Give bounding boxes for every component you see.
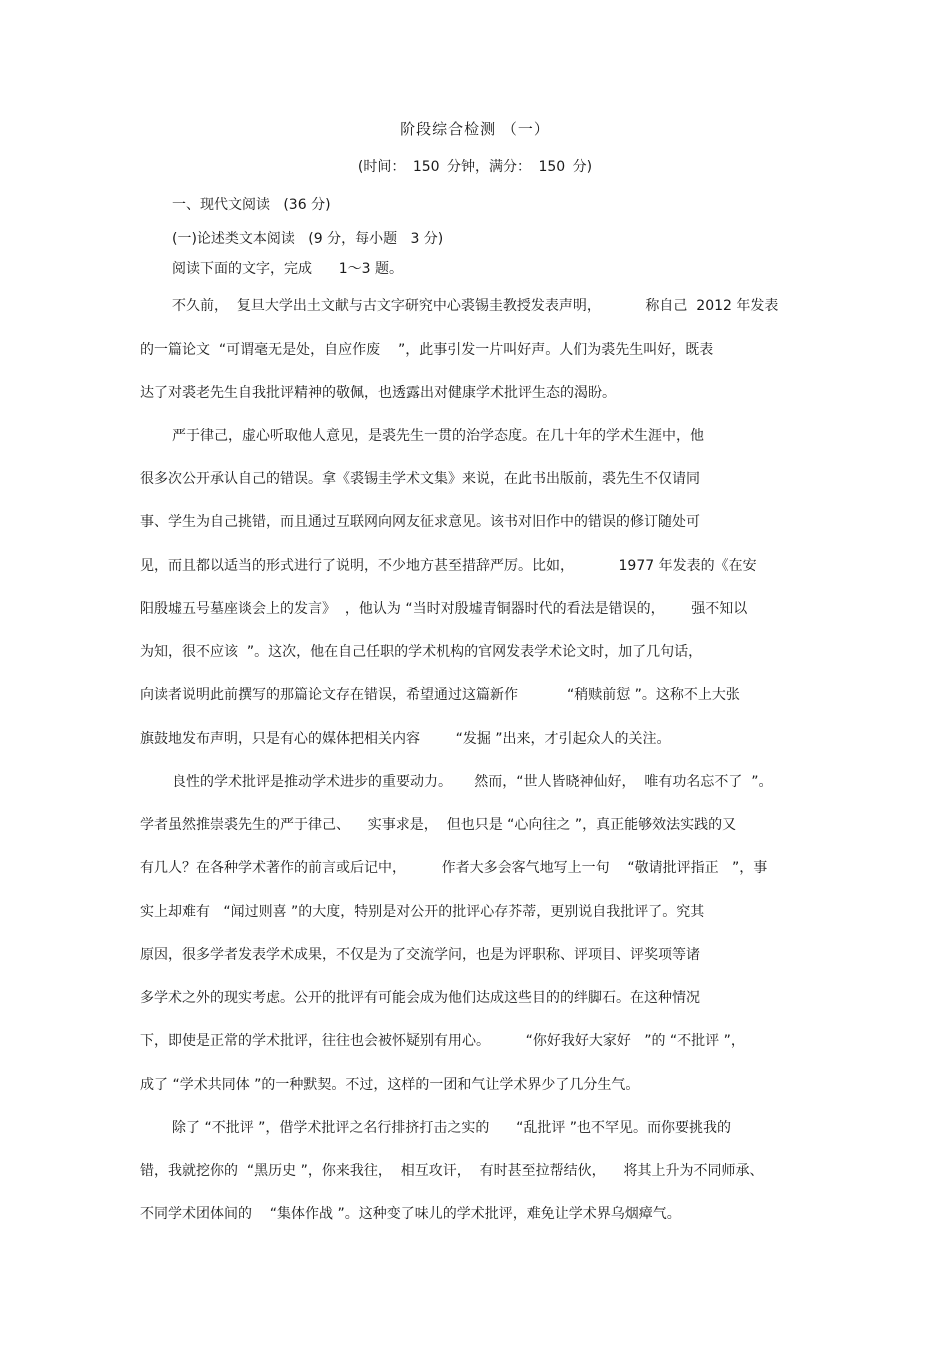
paragraph-line: 严于律己，虚心听取他人意见，是裘先生一贯的治学态度。在几十年的学术生涯中，他 [172,428,704,444]
paragraph-line: 达了对裘老先生自我批评精神的敬佩，也透露出对健康学术批评生态的渴盼。 [140,385,616,401]
section-heading: 一、现代文阅读 (36 分) [172,197,331,213]
paragraph-line: 除了 “不批评 ”，借学术批评之名行排挤打击之实的 “乱批评 ”也不罕见。而你要挑我的 [172,1120,732,1136]
paragraph-line: 错，我就挖你的 “黑历史 ”，你来我往， 相互攻讦， 有时甚至拉帮结伙， 将其上升为不同师承、 [140,1163,764,1179]
paragraph-line: 原因，很多学者发表学术成果，不仅是为了交流学问，也是为评职称、评项目、评奖项等诸 [140,947,700,963]
subsection-heading: (一)论述类文本阅读 (9 分，每小题 3 分) [172,231,444,247]
paragraph-line: 实上却难有 “闻过则喜 ”的大度，特别是对公开的批评心存芥蒂，更别说自我批评了。究其 [140,904,705,920]
paragraph-line: 见，而且都以适当的形式进行了说明，不少地方甚至措辞严厉。比如， 1977 年发表的《在安 [140,558,757,574]
paragraph-line: 为知，很不应该 ”。这次，他在自己任职的学术机构的官网发表学术论文时，加了几句话， [140,644,703,660]
exam-time-score: (时间： 150 分钟，满分： 150 分) [357,159,593,175]
paragraph-line: 良性的学术批评是推动学术进步的重要动力。 然而，“世人皆晓神仙好， 唯有功名忘不了 ”。 [172,774,773,790]
paragraph-line: 成了 “学术共同体 ”的一种默契。不过，这样的一团和气让学术界少了几分生气。 [140,1077,640,1093]
paragraph-line: 学者虽然推崇裘先生的严于律己、 实事求是， 但也只是 “心向往之 ”，真正能够效法实践的又 [140,817,737,833]
paragraph-line: 阳殷墟五号墓座谈会上的发言》 ，他认为 “当时对殷墟青铜器时代的看法是错误的， 强不知以 [140,601,748,617]
paragraph-line: 不久前， 复旦大学出土文献与古文字研究中心裘锡圭教授发表声明， 称自己 2012 年发表 [172,298,779,314]
paragraph-line: 旗鼓地发布声明，只是有心的媒体把相关内容 “发掘 ”出来，才引起众人的关注。 [140,731,671,747]
paragraph-line: 很多次公开承认自己的错误。拿《裘锡圭学术文集》来说，在此书出版前，裘先生不仅请同 [140,471,700,487]
paragraph-line: 事、学生为自己挑错，而且通过互联网向网友征求意见。该书对旧作中的错误的修订随处可 [140,514,700,530]
paragraph-line: 下，即使是正常的学术批评，往往也会被怀疑别有用心。 “你好我好大家好 ”的 “不批评 ”， [140,1033,745,1049]
paragraph-line: 多学术之外的现实考虑。公开的批评有可能会成为他们达成这些目的的绊脚石。在这种情况 [140,990,700,1006]
paragraph-line: 的一篇论文 “可谓毫无是处，自应作废 ”，此事引发一片叫好声。人们为裘先生叫好，既表 [140,342,714,358]
document-title: 阶段综合检测 （一） [400,120,550,138]
paragraph-line: 向读者说明此前撰写的那篇论文存在错误，希望通过这篇新作 “稍赎前愆 ”。这称不上大张 [140,687,740,703]
paragraph-line: 有几人？在各种学术著作的前言或后记中， 作者大多会客气地写上一句 “敬请批评指正 ”，事 [140,860,768,876]
paragraph-line: 不同学术团体间的 “集体作战 ”。这种变了味儿的学术批评，难免让学术界乌烟瘴气。 [140,1206,681,1222]
reading-instruction: 阅读下面的文字，完成 1～3 题。 [172,261,403,277]
